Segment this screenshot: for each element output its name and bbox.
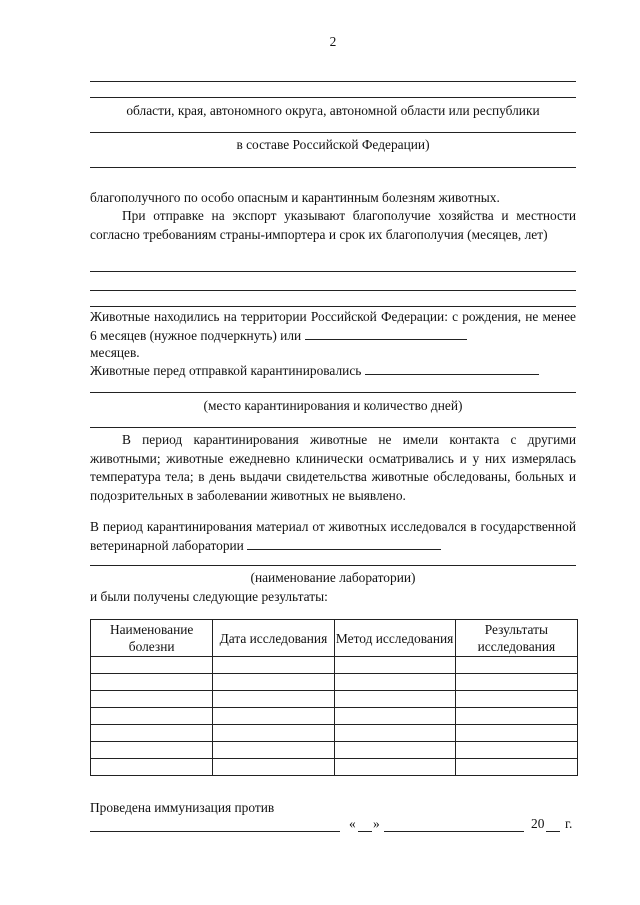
table-cell xyxy=(455,674,577,691)
date-close-quote: » xyxy=(373,816,380,831)
header-date: Дата исследования xyxy=(213,620,334,657)
table-row xyxy=(91,674,578,691)
table-cell xyxy=(334,691,455,708)
day-blank xyxy=(358,816,372,832)
quarantine-row xyxy=(90,362,576,381)
table-row xyxy=(91,657,578,674)
table-cell xyxy=(334,674,455,691)
blank-line xyxy=(90,132,576,133)
table-cell xyxy=(455,742,577,759)
table-cell xyxy=(455,708,577,725)
export-requirements: При отправке на экспорт указывают благополучие хозяйства и местности согласно требованиям страны-импортера и срок их благополучия (месяцев, лет) xyxy=(90,208,576,242)
month-blank xyxy=(384,816,524,832)
lab-text: В период карантинирования материал от животных исследовался в государственной ветеринарной лаборатории xyxy=(90,519,576,553)
disease-statement: благополучного по особо опасным и карантинным болезням животных. xyxy=(90,190,500,205)
lab-caption: (наименование лаборатории) xyxy=(250,570,416,585)
table-row xyxy=(91,759,578,776)
year-blank xyxy=(546,816,560,832)
lab-blank xyxy=(247,549,441,550)
header-method: Метод исследования xyxy=(334,620,455,657)
blank-line xyxy=(90,167,576,168)
blank-line xyxy=(90,565,576,566)
table-cell xyxy=(91,674,213,691)
year-prefix: 20 xyxy=(531,816,545,831)
table-cell xyxy=(334,742,455,759)
table-cell xyxy=(213,674,334,691)
quarantine-caption: (место карантинирования и количество дней) xyxy=(203,398,463,413)
table-cell xyxy=(334,759,455,776)
federation-caption: в составе Российской Федерации) xyxy=(236,137,430,152)
immunization-label: Проведена иммунизация против xyxy=(90,800,275,815)
table-row xyxy=(91,725,578,742)
blank-line xyxy=(90,392,576,393)
table-cell xyxy=(213,691,334,708)
table-cell xyxy=(91,691,213,708)
blank-line xyxy=(90,81,576,82)
blank-line xyxy=(90,271,576,272)
table-cell xyxy=(334,725,455,742)
year-suffix: г. xyxy=(565,816,573,831)
quarantine-period-text: В период карантинирования животные не имели контакта с другими животными; животные ежедневно клинически осматривались и у них измерялась температура тела; в день выдачи свидетельства животные обследованы, больных и подозрительных в заболевании животных не выявлено. xyxy=(90,432,576,503)
region-caption: области, края, автономного округа, автономной области или республики xyxy=(126,103,540,118)
table-cell xyxy=(91,708,213,725)
table-cell xyxy=(455,725,577,742)
months-blank xyxy=(305,339,467,340)
table-cell xyxy=(455,691,577,708)
header-disease: Наименование болезни xyxy=(91,620,213,657)
table-cell xyxy=(334,657,455,674)
table-cell xyxy=(455,657,577,674)
results-intro: и были получены следующие результаты: xyxy=(90,589,328,604)
quarantine-label: Животные перед отправкой карантинировались xyxy=(90,363,362,378)
territory-statement xyxy=(90,308,576,345)
immunization-blank xyxy=(90,816,340,832)
table-cell xyxy=(91,725,213,742)
lab-statement xyxy=(90,518,576,555)
blank-line xyxy=(90,290,576,291)
quarantine-blank xyxy=(365,374,539,375)
header-results: Результаты исследования xyxy=(455,620,577,657)
blank-line xyxy=(90,97,576,98)
blank-line xyxy=(90,306,576,307)
table-cell xyxy=(91,742,213,759)
table-cell xyxy=(213,725,334,742)
table-row xyxy=(91,742,578,759)
table-cell xyxy=(213,742,334,759)
immunization-row xyxy=(90,816,576,836)
table-cell xyxy=(334,708,455,725)
months-word: месяцев. xyxy=(90,345,140,360)
table-row xyxy=(91,691,578,708)
table-header-row xyxy=(91,620,578,657)
results-table xyxy=(90,619,578,776)
table-cell xyxy=(213,759,334,776)
page-number: 2 xyxy=(329,34,337,49)
territory-text: Животные находились на территории Российской Федерации: с рождения, не менее 6 месяцев (нужное подчеркнуть) или xyxy=(90,309,576,343)
date-open-quote: « xyxy=(349,816,356,831)
table-cell xyxy=(455,759,577,776)
blank-line xyxy=(90,427,576,428)
table-cell xyxy=(91,657,213,674)
table-cell xyxy=(213,657,334,674)
table-cell xyxy=(91,759,213,776)
table-cell xyxy=(213,708,334,725)
table-row xyxy=(91,708,578,725)
